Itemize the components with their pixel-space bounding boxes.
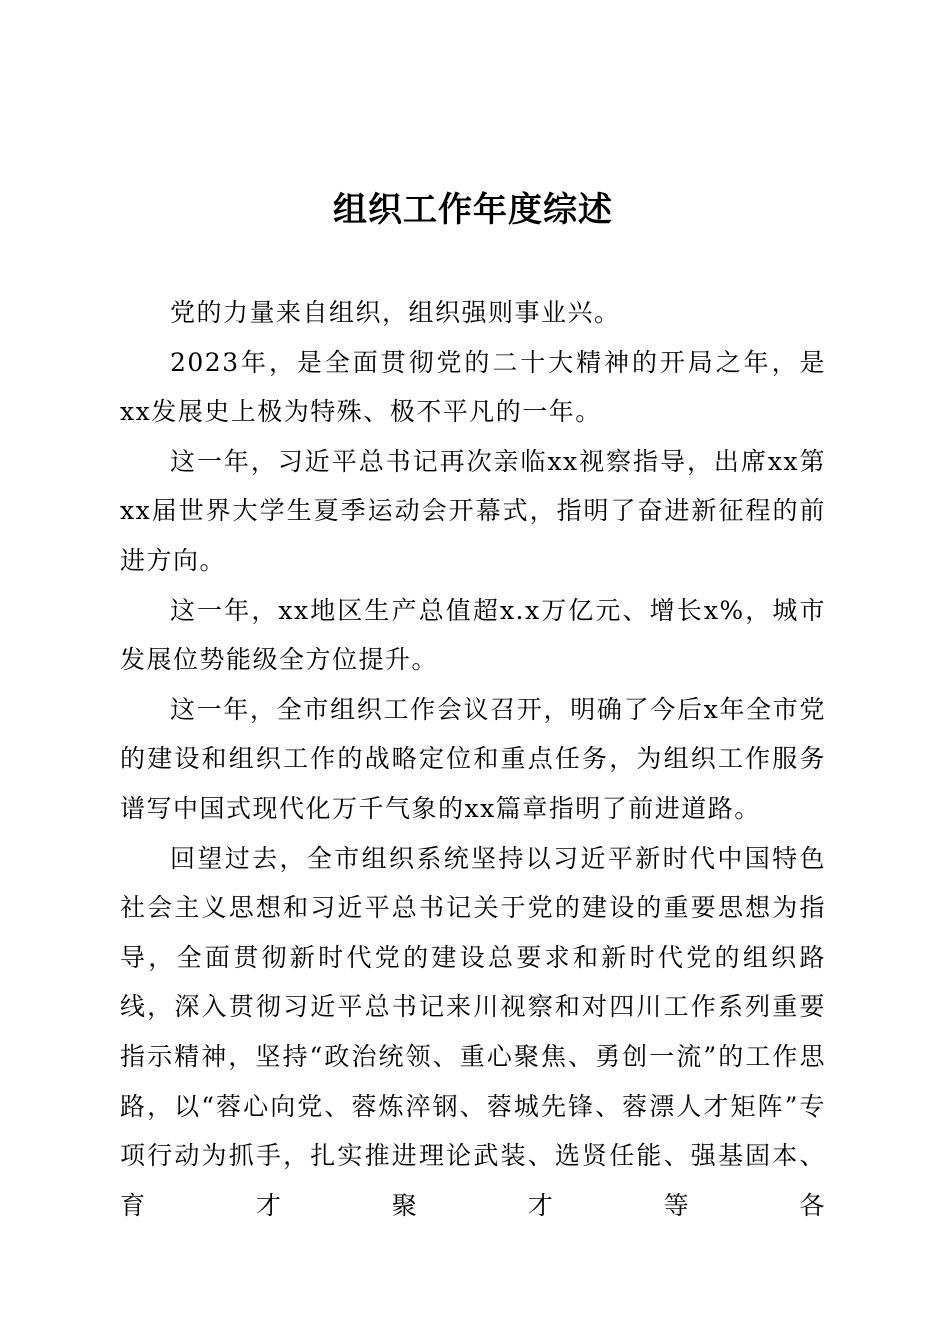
paragraph-1: 党的力量来自组织，组织强则事业兴。 bbox=[170, 298, 621, 327]
paragraph-2: 2023年，是全面贯彻党的二十大精神的开局之年，是xx发展史上极为特殊、极不平凡的一年。 bbox=[120, 347, 826, 427]
paragraph-4: 这一年，xx地区生产总值超x.x万亿元、增长x%，城市发展位势能级全方位提升。 bbox=[120, 595, 826, 675]
document-title: 组织工作年度综述 bbox=[333, 190, 613, 230]
paragraph-3: 这一年，习近平总书记再次亲临xx视察指导，出席xx第xx届世界大学生夏季运动会开幕式，指明了奋进新征程的前进方向。 bbox=[120, 446, 826, 575]
paragraph-5: 这一年，全市组织工作会议召开，明确了今后x年全市党的建设和组织工作的战略定位和重点任务，为组织工作服务谱写中国式现代化万千气象的xx篇章指明了前进道路。 bbox=[120, 694, 826, 823]
paragraph-6: 回望过去，全市组织系统坚持以习近平新时代中国特色社会主义思想和习近平总书记关于党的建设的重要思想为指导，全面贯彻新时代党的建设总要求和新时代党的组织路线，深入贯彻习近平总书记来川视察和对四川工作系列重要指示精神，坚持“政治统领、重心聚焦、勇创一流”的工作思路，以“蓉心向党、蓉炼淬钢、蓉城先锋、蓉漂人才矩阵”专项行动为抓手，扎实推进理论武装、选贤任能、强基固本、育才聚才等各 bbox=[120, 843, 826, 1220]
document-body bbox=[120, 288, 826, 1230]
